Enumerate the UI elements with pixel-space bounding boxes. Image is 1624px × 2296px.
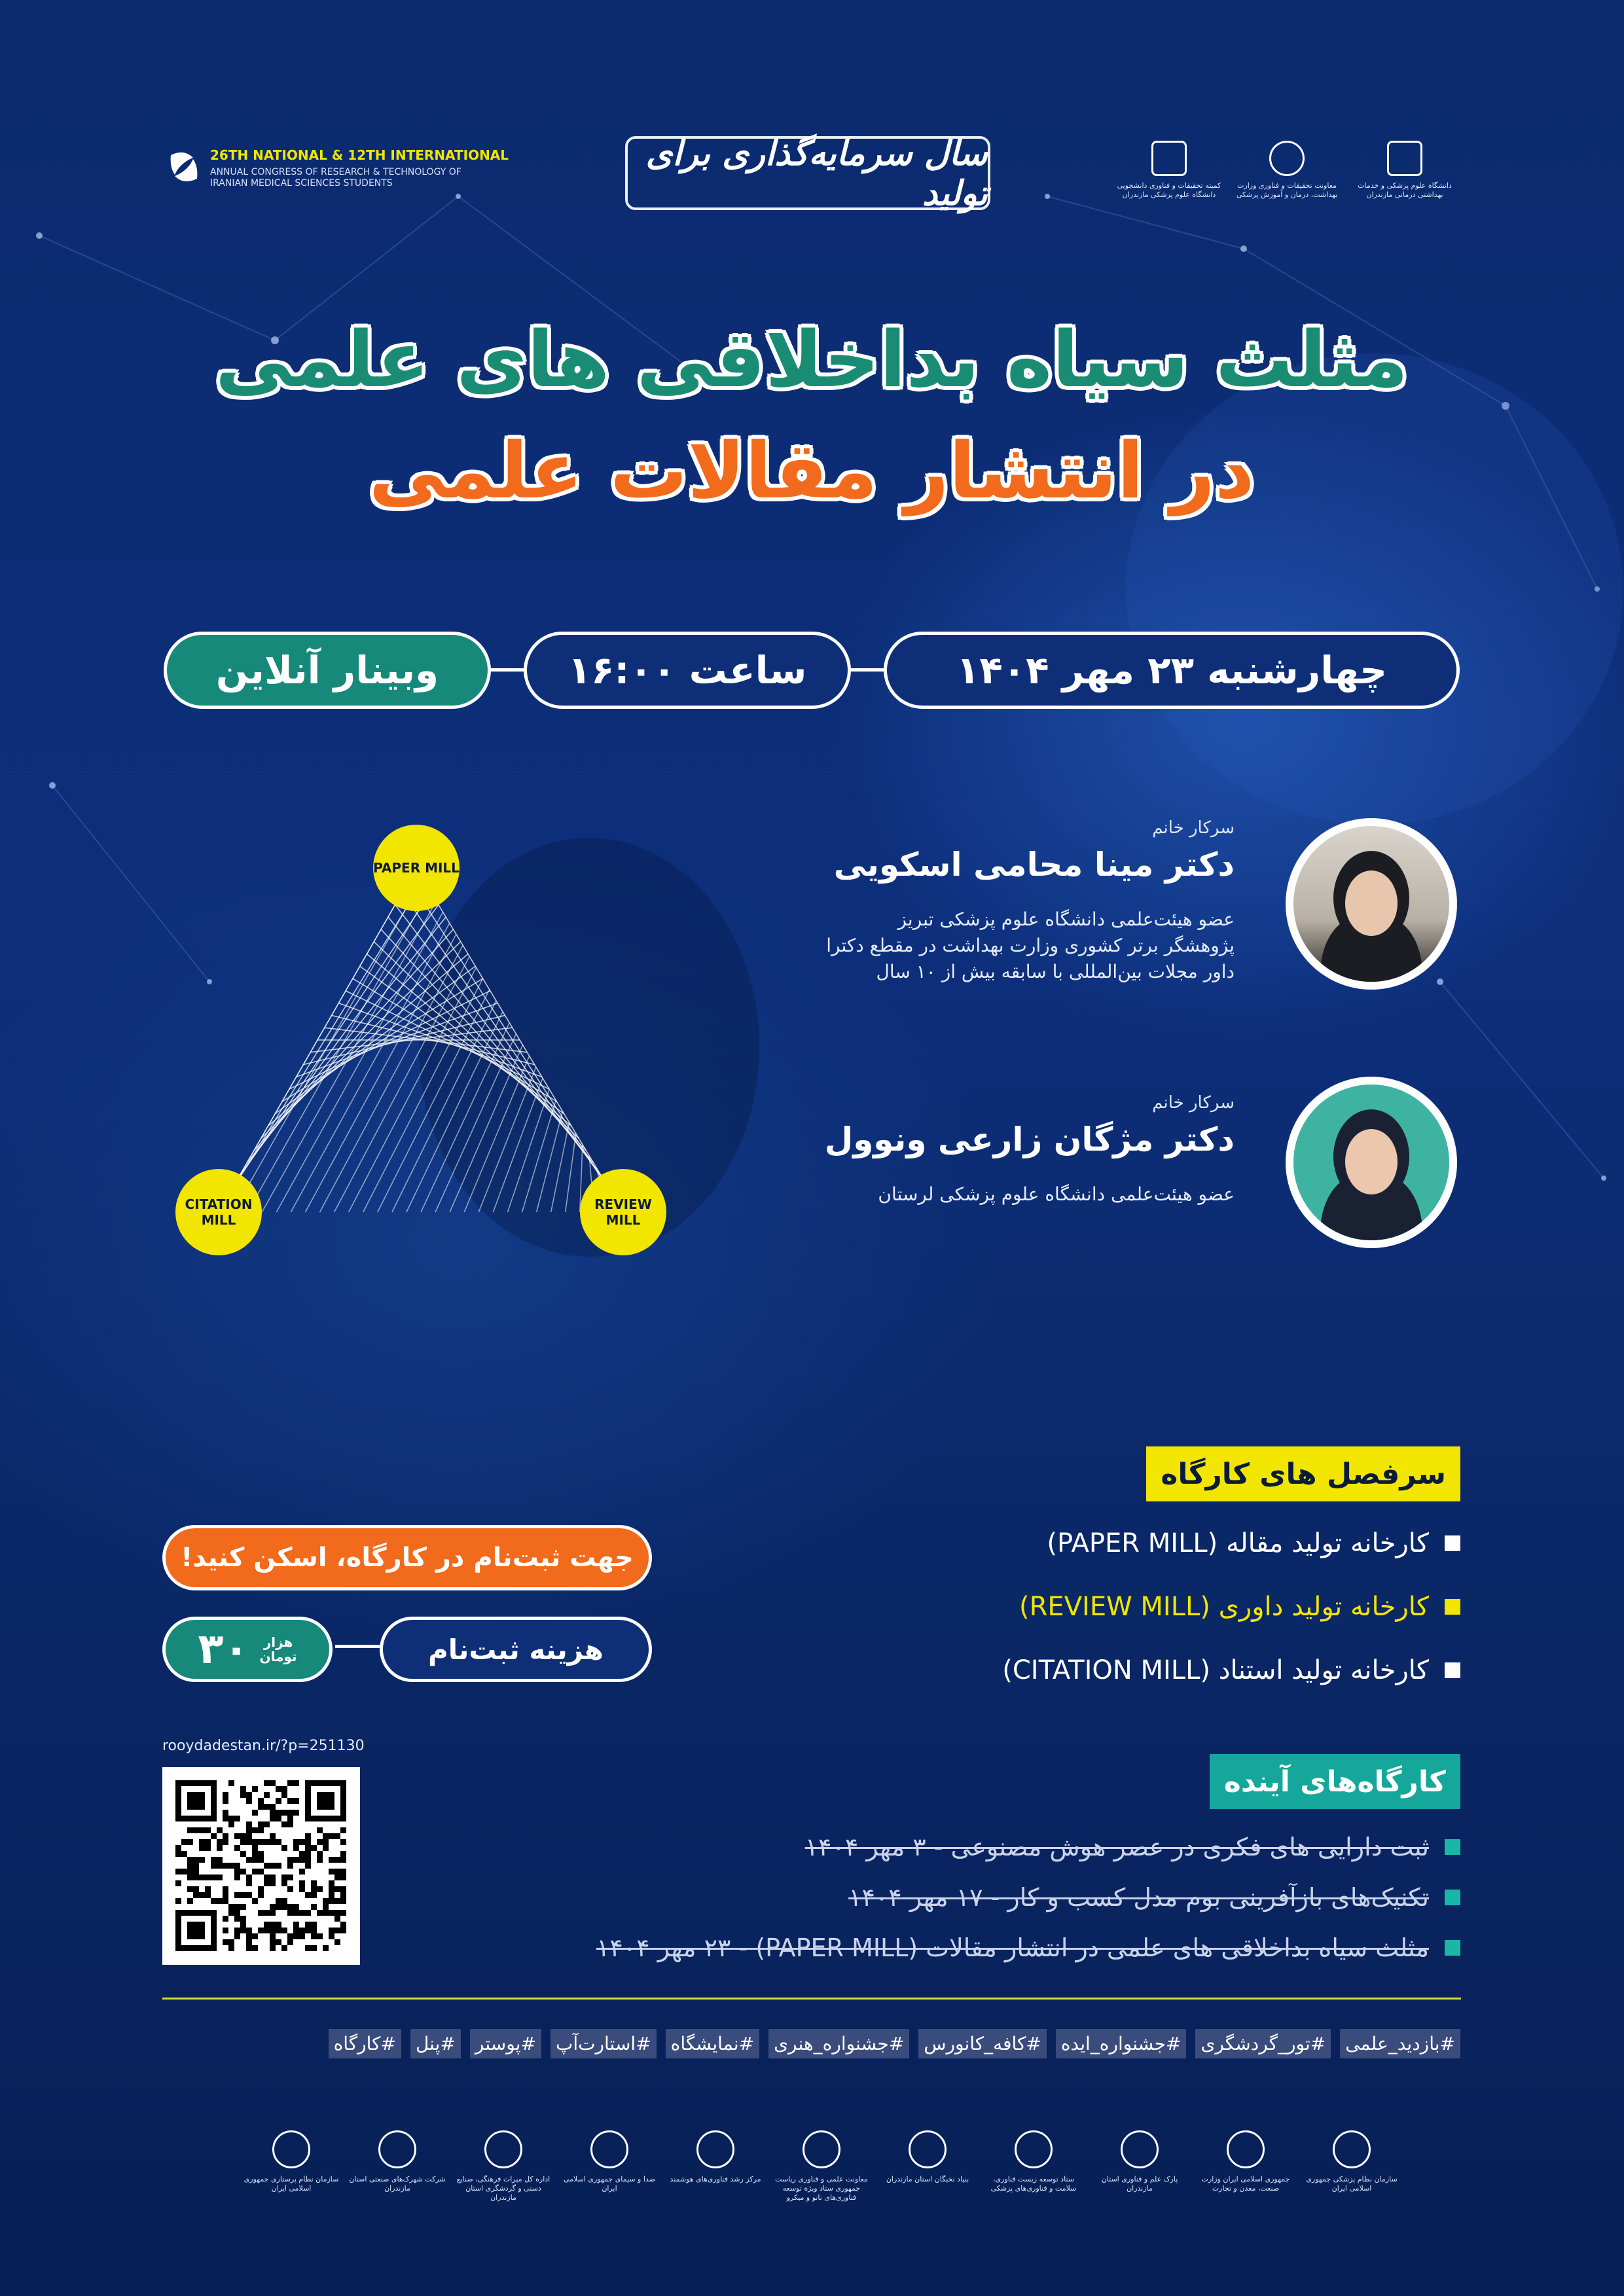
bullet-square-icon [1445, 1940, 1460, 1956]
fee-unit-line: هزار [263, 1634, 293, 1650]
organizer-logo [1235, 141, 1339, 213]
committee-icon [1151, 141, 1187, 176]
sponsor-emblem-icon [378, 2130, 416, 2168]
organizer-logos [1117, 141, 1457, 213]
speaker-photo [1293, 1085, 1449, 1240]
bullet-square-icon [1445, 1839, 1460, 1855]
year-slogan: سال سرمایه‌گذاری برای تولید [645, 133, 988, 213]
future-workshop-item [596, 1933, 1460, 1962]
sponsor-label: معاونت علمی و فناوری ریاست جمهوری ستاد ویژه توسعه فناوری‌های نانو و میکرو [775, 2175, 868, 2202]
speaker-bio [878, 1181, 1235, 1208]
sponsor-logo [454, 2130, 552, 2202]
topic-item [1002, 1655, 1460, 1685]
node-citation-mill: CITATION MILL [175, 1169, 262, 1255]
sponsor-logo [666, 2130, 765, 2202]
avatar [1286, 1077, 1457, 1248]
topic-text: کارخانه تولید استناد (CITATION MILL) [1002, 1655, 1429, 1685]
sponsor-label: بنیاد نخبگان استان مازندران [886, 2175, 969, 2183]
speaker-name: دکتر مژگان زارعی ونوول [824, 1121, 1235, 1158]
sponsor-emblem-icon [696, 2130, 734, 2168]
organizer-logo [1352, 141, 1457, 213]
organizer-label: کمیته تحقیقات و فناوری دانشجویی دانشگاه علوم پزشکی مازندران [1117, 181, 1221, 199]
sponsor-emblem-icon [1333, 2130, 1371, 2168]
hashtag: #جشنواره_هنری [768, 2029, 909, 2058]
speaker-bio-line: پژوهشگر برتر کشوری وزارت بهداشت در مقطع دکترا [826, 935, 1235, 956]
sponsor-label: سازمان نظام پزشکی جمهوری اسلامی ایران [1306, 2175, 1398, 2193]
future-workshop-text: مثلث سیاه بداخلاقی های علمی در انتشار مقالات (PAPER MILL) - ۲۳ مهر ۱۴۰۴ [596, 1933, 1429, 1962]
congress-badge [167, 147, 507, 200]
event-mode: وبینار آنلاین [164, 632, 491, 709]
sponsor-label: مرکز رشد فناوری‌های هوشمند [670, 2175, 761, 2183]
bullet-square-icon [1445, 1890, 1460, 1905]
mill-triangle-diagram [157, 805, 681, 1276]
organizer-label: معاونت تحقیقات و فناوری وزارت بهداشت، درمان و آموزش پزشکی [1236, 181, 1338, 199]
fee-value: ۳۰ [198, 1625, 249, 1674]
topic-item [1047, 1528, 1460, 1558]
sponsor-emblem-icon [484, 2130, 522, 2168]
sponsor-emblem-icon [272, 2130, 310, 2168]
hashtag: #بازدید_علمی [1340, 2029, 1460, 2058]
sponsor-emblem-icon [1227, 2130, 1265, 2168]
organizer-logo [1117, 141, 1221, 213]
bullet-square-icon [1445, 1535, 1460, 1551]
pill-connector [848, 668, 887, 672]
hashtag: #استارت‌آپ [550, 2029, 657, 2058]
year-slogan-box [625, 133, 990, 213]
title-line-2: در انتشار مقالات علمی [369, 425, 1255, 516]
sponsor-logo [242, 2130, 340, 2202]
registration-fee-label: هزینه ثبت‌نام [380, 1617, 652, 1682]
congress-subtitle-line2: IRANIAN MEDICAL SCIENCES STUDENTS [210, 178, 393, 188]
topic-item [1019, 1592, 1460, 1622]
hashtag: #جشنواره_ایده [1056, 2029, 1187, 2058]
sponsor-logos [242, 2130, 1401, 2202]
registration-cta[interactable]: جهت ثبت‌نام در کارگاه، اسکن کنید! [162, 1525, 652, 1590]
speaker-card [737, 818, 1457, 995]
title-line-1: مثلث سیاه بداخلاقی های علمی [215, 314, 1409, 404]
congress-subtitle [210, 167, 461, 189]
speaker-honorific: سرکار خانم [1152, 818, 1235, 838]
speaker-photo [1293, 826, 1449, 982]
registration-url[interactable]: rooydadestan.ir/?p=251130 [162, 1738, 365, 1754]
sponsor-logo [878, 2130, 977, 2202]
ministry-icon [1269, 141, 1305, 176]
sponsor-label: پارک علم و فناوری استان مازندران [1101, 2175, 1178, 2193]
future-workshop-text: تکنیک‌های بازآفرینی بوم مدل کسب و کار - ۱۷ مهر ۱۴۰۴ [848, 1883, 1429, 1912]
sponsor-label: اداره کل میراث فرهنگی، صنایع دستی و گردشگری استان مازندران [456, 2175, 550, 2202]
sponsor-logo [1091, 2130, 1189, 2202]
sponsor-label: ستاد توسعه زیست فناوری، سلامت و فناوری‌های پزشکی [990, 2175, 1077, 2193]
topic-text: کارخانه تولید مقاله (PAPER MILL) [1047, 1528, 1429, 1558]
hashtag-list [329, 2029, 1460, 2058]
sponsor-logo [348, 2130, 446, 2202]
organizer-label: دانشگاه علوم پزشکی و خدمات بهداشتی درمانی مازندران [1358, 181, 1452, 199]
registration-fee [162, 1617, 333, 1682]
speaker-honorific: سرکار خانم [1152, 1093, 1235, 1113]
sponsor-label: صدا و سیمای جمهوری اسلامی ایران [563, 2175, 656, 2193]
hashtag: #پوستر [470, 2029, 541, 2058]
hashtag: #نمایشگاه [666, 2029, 759, 2058]
node-review-mill: REVIEW MILL [580, 1169, 666, 1255]
future-workshop-text: ثبت دارایی های فکری در عصر هوش مصنوعی - ۳ مهر ۱۴۰۴ [804, 1833, 1429, 1861]
sponsor-logo [772, 2130, 871, 2202]
sponsor-emblem-icon [1015, 2130, 1053, 2168]
congress-logo-icon [167, 149, 201, 185]
sponsor-label: شرکت شهرک‌های صنعتی استان مازندران [349, 2175, 446, 2193]
hashtag: #تور_گردشگری [1195, 2029, 1331, 2058]
sponsor-label: جمهوری اسلامی ایران وزارت صنعت، معدن و تجارت [1201, 2175, 1290, 2193]
sponsor-label: سازمان نظام پرستاری جمهوری اسلامی ایران [244, 2175, 339, 2193]
speaker-bio-line: عضو هیئت‌علمی دانشگاه علوم پزشکی لرستان [878, 1183, 1235, 1205]
pill-connector [488, 668, 527, 672]
sponsor-logo [1303, 2130, 1401, 2202]
congress-subtitle-line1: ANNUAL CONGRESS OF RESEARCH & TECHNOLOGY OF [210, 167, 461, 177]
university-emblem-icon [1387, 141, 1422, 176]
avatar [1286, 818, 1457, 990]
sponsor-emblem-icon [909, 2130, 947, 2168]
sponsor-emblem-icon [590, 2130, 628, 2168]
topic-text: کارخانه تولید داوری (REVIEW MILL) [1019, 1592, 1429, 1622]
sponsor-logo [560, 2130, 659, 2202]
future-workshop-item [805, 1833, 1460, 1861]
qr-code-icon [162, 1767, 360, 1965]
registration-qr-code[interactable] [162, 1767, 360, 1965]
future-workshops-heading: کارگاه‌های آینده [1210, 1754, 1460, 1809]
speaker-bio-line: داور مجلات بین‌المللی با سابقه بیش از ۱۰ سال [876, 961, 1235, 982]
hashtag: #کارگاه [329, 2029, 401, 2058]
event-time: ساعت ۱۶:۰۰ [524, 632, 851, 709]
sponsor-logo [984, 2130, 1083, 2202]
divider [162, 1998, 1461, 2000]
speaker-name: دکتر مینا محامی اسکویی [833, 846, 1235, 884]
node-paper-mill: PAPER MILL [373, 825, 460, 911]
speaker-bio [826, 906, 1235, 985]
bullet-square-icon [1445, 1662, 1460, 1678]
sponsor-emblem-icon [803, 2130, 840, 2168]
hashtag: #پنل [410, 2029, 461, 2058]
event-date: چهارشنبه ۲۳ مهر ۱۴۰۴ [884, 632, 1460, 709]
congress-title: 26TH NATIONAL & 12TH INTERNATIONAL [210, 147, 509, 163]
fee-unit [260, 1635, 297, 1664]
sponsor-logo [1197, 2130, 1295, 2202]
speaker-card [737, 1077, 1457, 1253]
pill-connector [335, 1645, 380, 1648]
sponsor-emblem-icon [1121, 2130, 1159, 2168]
bullet-square-icon [1445, 1599, 1460, 1615]
future-workshop-item [848, 1883, 1460, 1912]
topics-heading: سرفصل های کارگاه [1146, 1446, 1460, 1501]
speaker-bio-line: عضو هیئت‌علمی دانشگاه علوم پزشکی تبریز [897, 908, 1235, 930]
hashtag: #کافه_کانورس [918, 2029, 1047, 2058]
fee-unit-line: تومان [259, 1649, 297, 1664]
